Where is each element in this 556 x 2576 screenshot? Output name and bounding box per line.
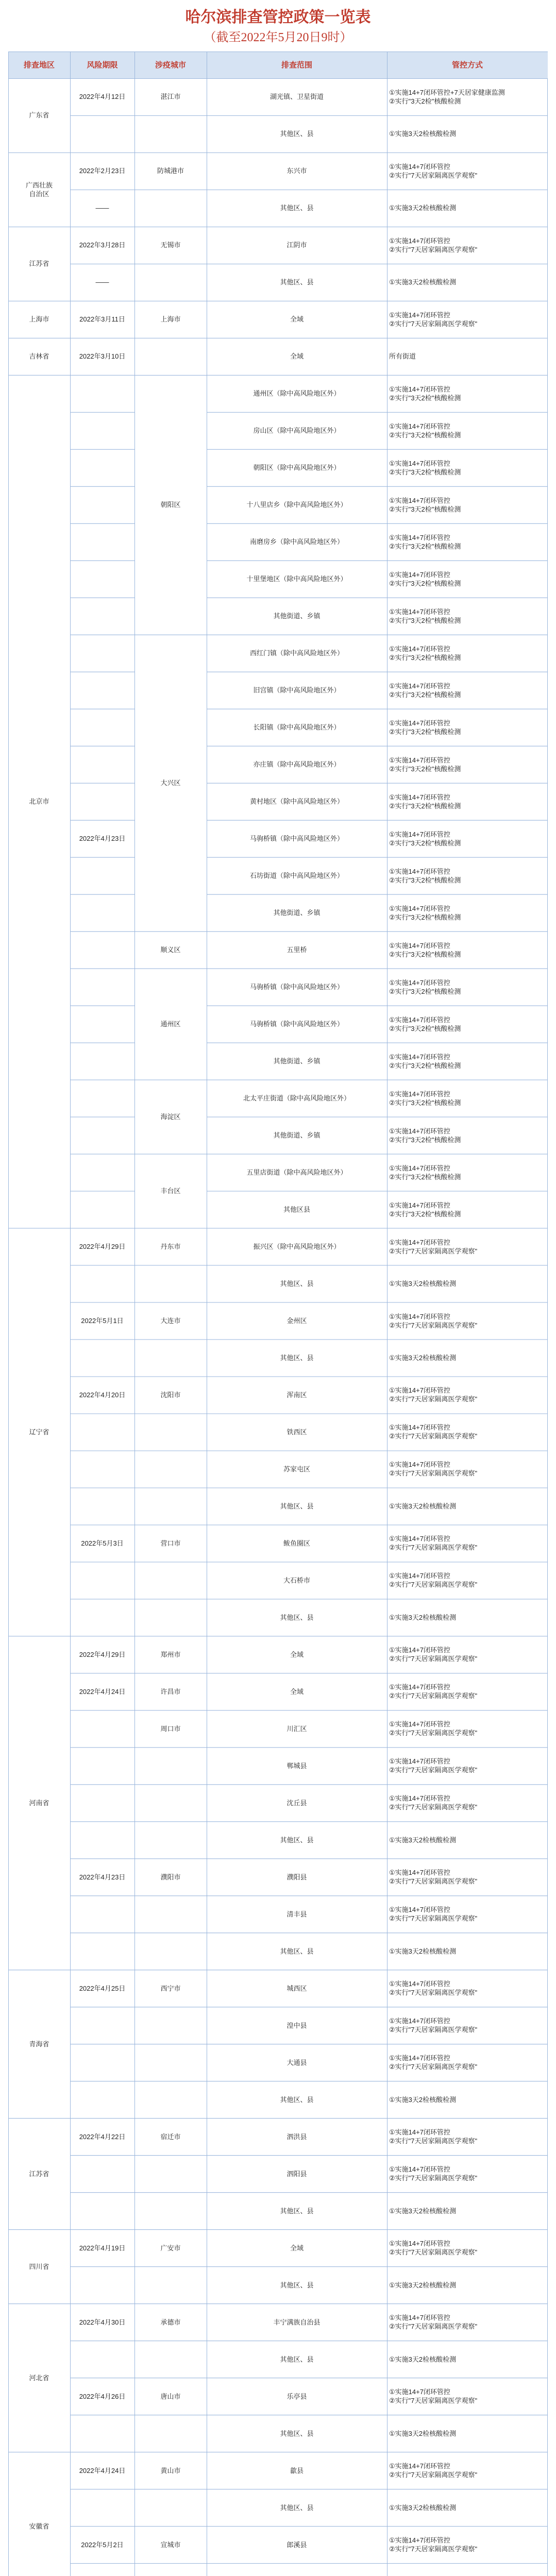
city-cell: 濮阳市 [160, 1873, 181, 1881]
scope-cell: 西红门镇（除中高风险地区外） [249, 649, 344, 657]
risk-date-cell [70, 2081, 134, 2118]
measure-cell: ①实施3天2检核酸检测 [389, 2095, 457, 2104]
province-cell: 河北省 [29, 2374, 49, 2382]
scope-cell: 其他区、县 [280, 2095, 314, 2104]
risk-date-cell: 2022年2月23日 [79, 167, 126, 175]
risk-date-cell [70, 1340, 134, 1377]
scope-cell: 金州区 [287, 1317, 307, 1325]
risk-date-cell: 2022年4月12日 [79, 93, 126, 101]
risk-date-cell [70, 1487, 134, 1524]
risk-date-cell [70, 2007, 134, 2044]
risk-date-cell [70, 1117, 134, 1154]
column-header: 涉疫城市 [155, 60, 186, 70]
measure-cell: ①实施14+7闭环管控 ②实行"3天2检"核酸检测 [389, 756, 461, 773]
scope-cell: 其他街道、乡镇 [273, 909, 321, 917]
city-cell [134, 2266, 207, 2303]
risk-date-cell [70, 2415, 134, 2452]
scope-cell: 长阳镇（除中高风险地区外） [253, 723, 341, 732]
city-cell [134, 2081, 207, 2118]
scope-cell: 其他区、县 [280, 1947, 314, 1955]
province-cell: 广东省 [29, 111, 49, 120]
measure-cell: ①实施14+7闭环管控 ②实行"7天居家隔离医学观察" [389, 1312, 478, 1329]
measure-cell: ①实施3天2检核酸检测 [389, 1354, 457, 1362]
city-cell [134, 2044, 207, 2081]
city-cell [134, 2489, 207, 2526]
scope-cell: 五里桥 [287, 946, 307, 954]
city-cell [134, 115, 207, 152]
scope-cell: 其他区、县 [280, 1280, 314, 1288]
measure-cell: ①实施14+7闭环管控 ②实行"3天2检"核酸检测 [389, 1090, 461, 1107]
measure-cell: ①实施14+7闭环管控 ②实行"7天居家隔离医学观察" [389, 1572, 478, 1589]
scope-cell: 十八里店乡（除中高风险地区外） [246, 501, 347, 509]
risk-date-cell [70, 1933, 134, 1970]
measure-cell: ①实施14+7闭环管控 ②实行"7天居家隔离医学观察" [389, 1980, 478, 1997]
risk-date-cell: 2022年4月25日 [79, 1984, 126, 1992]
measure-cell: ①实施3天2检核酸检测 [389, 1502, 457, 1510]
risk-date-cell [70, 894, 134, 931]
risk-date-cell [70, 2192, 134, 2229]
measure-cell: ①实施14+7闭环管控 ②实行"7天居家隔离医学观察" [389, 1461, 478, 1478]
risk-date-cell [70, 2489, 134, 2526]
measure-cell: ①实施14+7闭环管控 ②实行"3天2检"核酸检测 [389, 1053, 461, 1070]
city-cell: 防城港市 [157, 167, 184, 175]
scope-cell: 丰宁满族自治县 [273, 2318, 321, 2326]
measure-cell: ①实施14+7闭环管控 ②实行"7天居家隔离医学观察" [389, 2388, 478, 2405]
scope-cell: 五里店街道（除中高风险地区外） [246, 1168, 347, 1177]
risk-date-cell: 2022年3月11日 [79, 315, 125, 324]
scope-cell: 鲅鱼圈区 [283, 1539, 310, 1547]
city-cell [134, 190, 207, 227]
city-cell [134, 1933, 207, 1970]
city-cell: 上海市 [160, 315, 181, 324]
scope-cell: 北太平庄街道（除中高风险地区外） [243, 1094, 350, 1103]
measure-cell: ①实施14+7闭环管控 ②实行"3天2检"核酸检测 [389, 1015, 461, 1032]
risk-date-cell: 2022年4月26日 [79, 2392, 126, 2400]
scope-cell: 浑南区 [287, 1391, 307, 1399]
measure-cell: ①实施14+7闭环管控 ②实行"3天2检"核酸检测 [389, 830, 461, 847]
risk-date-cell [70, 1599, 134, 1636]
risk-date-cell: 2022年4月19日 [79, 2244, 126, 2252]
measure-cell: ①实施3天2检核酸检测 [389, 2503, 457, 2512]
scope-cell: 沈丘县 [287, 1799, 307, 1807]
scope-cell: 其他区、县 [280, 204, 314, 212]
scope-cell: 郎溪县 [287, 2540, 307, 2549]
scope-cell: 旧宫镇（除中高风险地区外） [253, 686, 341, 694]
risk-date-cell [70, 2563, 134, 2576]
risk-date-cell [70, 1265, 134, 1302]
scope-cell: 马驹桥镇（除中高风险地区外） [249, 835, 344, 843]
city-cell [134, 1562, 207, 1599]
measure-cell: ①实施14+7闭环管控 ②实行"3天2检"核酸检测 [389, 867, 461, 884]
risk-date-cell [70, 1414, 134, 1451]
risk-date-cell: 2022年4月29日 [79, 1650, 126, 1658]
scope-cell: 南磨房乡（除中高风险地区外） [249, 538, 344, 546]
measure-cell: ①实施14+7闭环管控 ②实行"7天居家隔离医学观察" [389, 1683, 478, 1700]
scope-cell: 房山区（除中高风险地区外） [253, 427, 341, 435]
risk-date-cell [70, 2341, 134, 2378]
scope-cell: 泗阳县 [287, 2170, 307, 2178]
province-cell: 安徽省 [29, 2522, 49, 2530]
risk-date-cell [70, 709, 134, 746]
scope-cell: 清丰县 [287, 1910, 307, 1918]
city-cell: 宣城市 [160, 2540, 181, 2549]
measure-cell: ①实施3天2检核酸检测 [389, 1280, 457, 1288]
scope-cell: 其他区、县 [280, 2281, 314, 2289]
measure-cell: ①实施14+7闭环管控 ②实行"3天2检"核酸检测 [389, 682, 461, 699]
scope-cell: 其他区、县 [280, 2355, 314, 2363]
city-cell [134, 1599, 207, 1636]
scope-cell: 其他区县 [283, 1206, 310, 1214]
risk-date-cell [70, 375, 134, 412]
risk-date-cell [70, 635, 134, 672]
city-cell [134, 2192, 207, 2229]
scope-cell: 石坊街道（除中高风险地区外） [249, 872, 344, 880]
risk-date-cell [70, 1710, 134, 1747]
measure-cell: ①实施3天2检核酸检测 [389, 2355, 457, 2363]
scope-cell: 其他街道、乡镇 [273, 612, 321, 620]
scope-cell: 郸城县 [287, 1761, 307, 1770]
city-cell: 承德市 [160, 2318, 181, 2326]
scope-cell: 泗洪县 [287, 2132, 307, 2141]
scope-cell: 湟中县 [287, 2021, 307, 2029]
province-cell: 广西壮族 自治区 [25, 181, 53, 198]
scope-cell: 歙县 [290, 2466, 304, 2475]
scope-cell: 十里堡地区（除中高风险地区外） [246, 575, 347, 583]
measure-cell: ①实施3天2检核酸检测 [389, 2429, 457, 2437]
scope-cell: 全域 [290, 315, 304, 324]
risk-date-cell [70, 969, 134, 1006]
risk-date-cell: 2022年4月24日 [79, 1687, 126, 1696]
scope-cell: 大石桥市 [283, 1576, 310, 1584]
measure-cell: ①实施14+7闭环管控 ②实行"7天居家隔离医学观察" [389, 1535, 478, 1552]
measure-cell: ①实施14+7闭环管控 ②实行"7天居家隔离医学观察" [389, 2165, 478, 2182]
city-cell [134, 1487, 207, 1524]
measure-cell: ①实施14+7闭环管控 ②实行"7天居家隔离医学观察" [389, 1720, 478, 1737]
risk-date-cell [70, 1784, 134, 1821]
scope-cell: 乐亭县 [287, 2392, 307, 2400]
measure-cell: ①实施14+7闭环管控 ②实行"3天2检"核酸检测 [389, 533, 461, 550]
measure-cell: ①实施14+7闭环管控+7天居家健康监测 ②实行"3天2检"核酸检测 [389, 88, 505, 105]
measure-cell: ①实施14+7闭环管控 ②实行"7天居家隔离医学观察" [389, 2536, 478, 2553]
risk-date-cell: 2022年4月20日 [79, 1391, 126, 1399]
measure-cell: ①实施14+7闭环管控 ②实行"7天居家隔离医学观察" [389, 1757, 478, 1774]
risk-date-cell [70, 746, 134, 783]
scope-cell: 江阴市 [287, 241, 307, 249]
measure-cell: ①实施14+7闭环管控 ②实行"3天2检"核酸检测 [389, 422, 461, 439]
risk-date-cell: —— [95, 204, 109, 212]
district-cell: 丰台区 [160, 1187, 181, 1195]
risk-date-cell: 2022年5月1日 [81, 1317, 124, 1325]
district-cell: 朝阳区 [160, 501, 181, 509]
measure-cell: 所有街道 [389, 352, 416, 361]
measure-cell: ①实施3天2检核酸检测 [389, 2207, 457, 2215]
risk-date-cell [70, 1006, 134, 1043]
measure-cell: ①实施3天2检核酸检测 [389, 130, 457, 138]
measure-cell: ①实施14+7闭环管控 ②实行"7天居家隔离医学观察" [389, 1386, 478, 1403]
scope-cell: 其他区、县 [280, 1502, 314, 1510]
measure-cell: ①实施14+7闭环管控 ②实行"3天2检"核酸检测 [389, 496, 461, 513]
risk-date-cell [70, 2044, 134, 2081]
measure-cell: ①实施14+7闭环管控 ②实行"7天居家隔离医学观察" [389, 2462, 478, 2479]
risk-date-cell [70, 1895, 134, 1933]
district-cell: 大兴区 [160, 779, 181, 787]
measure-cell: ①实施14+7闭环管控 ②实行"7天居家隔离医学观察" [389, 1423, 478, 1440]
scope-cell: 全域 [290, 352, 304, 361]
column-header: 风险期限 [87, 60, 118, 70]
risk-date-cell [70, 598, 134, 635]
column-header: 排查地区 [23, 60, 55, 70]
city-cell [134, 2341, 207, 2378]
scope-cell: 苏家屯区 [283, 1465, 310, 1473]
scope-cell: 全域 [290, 1650, 304, 1658]
scope-cell: 通州区（除中高风险地区外） [253, 389, 341, 398]
city-cell: 周口市 [160, 1724, 181, 1733]
measure-cell: ①实施14+7闭环管控 ②实行"3天2检"核酸检测 [389, 793, 461, 810]
province-cell: 河南省 [29, 1799, 49, 1807]
scope-cell: 东兴市 [287, 167, 307, 175]
measure-cell: ①实施14+7闭环管控 ②实行"7天居家隔离医学观察" [389, 1906, 478, 1923]
risk-date-cell [70, 1191, 134, 1228]
scope-cell: 朝阳区（除中高风险地区外） [253, 464, 341, 472]
measure-cell: ①实施14+7闭环管控 ②实行"3天2检"核酸检测 [389, 1127, 461, 1144]
city-cell [134, 1414, 207, 1451]
measure-cell: ①实施3天2检核酸检测 [389, 204, 457, 212]
scope-cell [207, 2563, 387, 2576]
scope-cell: 其他区、县 [280, 2207, 314, 2215]
scope-cell: 其他区、县 [280, 1836, 314, 1844]
risk-date-cell [70, 523, 134, 561]
scope-cell: 城西区 [287, 1984, 307, 1992]
risk-date-cell [70, 857, 134, 894]
measure-cell: ①实施14+7闭环管控 ②实行"3天2检"核酸检测 [389, 719, 461, 736]
measure-cell: ①实施3天2检核酸检测 [389, 278, 457, 286]
city-cell [134, 2415, 207, 2452]
scope-cell: 其他区、县 [280, 1354, 314, 1362]
city-cell [134, 2007, 207, 2044]
city-cell: 丹东市 [160, 1243, 181, 1251]
city-cell: 西宁市 [160, 1984, 181, 1992]
measure-cell: ①实施14+7闭环管控 ②实行"7天居家隔离医学观察" [389, 1794, 478, 1811]
province-cell: 江苏省 [29, 2170, 49, 2178]
province-cell: 青海省 [29, 2040, 49, 2048]
risk-date-cell [70, 1080, 134, 1117]
risk-date-cell [70, 2155, 134, 2192]
risk-date-cell [70, 1562, 134, 1599]
measure-cell: ①实施14+7闭环管控 ②实行"3天2检"核酸检测 [389, 607, 461, 624]
measure-cell: ①实施14+7闭环管控 ②实行"7天居家隔离医学观察" [389, 311, 478, 328]
scope-cell: 其他街道、乡镇 [273, 1057, 321, 1065]
risk-date-cell: 2022年4月22日 [79, 2132, 126, 2141]
risk-date-cell: 2022年4月23日 [79, 1873, 126, 1881]
city-cell: 黄山市 [160, 2466, 181, 2475]
city-cell [134, 338, 207, 375]
district-cell: 顺义区 [160, 946, 181, 954]
risk-date-cell: 2022年3月28日 [79, 241, 126, 249]
scope-cell: 其他区、县 [280, 2503, 314, 2512]
measure-cell: ①实施14+7闭环管控 ②实行"7天居家隔离医学观察" [389, 1869, 478, 1886]
measure-cell: ①实施14+7闭环管控 ②实行"3天2检"核酸检测 [389, 978, 461, 995]
city-cell [134, 264, 207, 301]
city-cell [134, 1340, 207, 1377]
risk-date-cell: 2022年4月24日 [79, 2466, 126, 2475]
scope-cell: 川汇区 [287, 1724, 307, 1733]
risk-date-cell: 2022年3月10日 [79, 352, 126, 361]
risk-date-cell [70, 1747, 134, 1784]
city-cell [134, 1895, 207, 1933]
risk-date-cell: 2022年4月30日 [79, 2318, 126, 2326]
measure-cell: ①实施3天2检核酸检测 [389, 1947, 457, 1955]
scope-cell: 其他区、县 [280, 278, 314, 286]
risk-date-cell [70, 1154, 134, 1191]
measure-cell: ①实施14+7闭环管控 ②实行"7天居家隔离医学观察" [389, 2128, 478, 2145]
measure-cell: ①实施14+7闭环管控 ②实行"7天居家隔离医学观察" [389, 1238, 478, 1255]
scope-cell: 其他区、县 [280, 2429, 314, 2437]
measure-cell: ①实施14+7闭环管控 ②实行"7天居家隔离医学观察" [389, 236, 478, 253]
scope-cell: 全域 [290, 2244, 304, 2252]
page-subtitle: （截至2022年5月20日9时） [204, 31, 352, 44]
main-table [8, 52, 548, 2576]
province-cell: 江苏省 [29, 260, 49, 268]
measure-cell: ①实施14+7闭环管控 ②实行"7天居家隔离医学观察" [389, 1646, 478, 1663]
risk-date-cell [70, 486, 134, 523]
city-cell [134, 1450, 207, 1487]
risk-date-cell [70, 1043, 134, 1080]
measure-cell: ①实施14+7闭环管控 ②实行"7天居家隔离医学观察" [389, 2017, 478, 2034]
measure-cell: ①实施3天2检核酸检测 [389, 1836, 457, 1844]
scope-cell: 马驹桥镇（除中高风险地区外） [249, 983, 344, 991]
column-header: 管控方式 [451, 60, 483, 70]
province-cell: 北京市 [29, 798, 49, 806]
measure-cell: ①实施14+7闭环管控 ②实行"7天居家隔离医学观察" [389, 2314, 478, 2331]
measure-cell: ①实施14+7闭环管控 ②实行"3天2检"核酸检测 [389, 1164, 461, 1181]
city-cell: 许昌市 [160, 1687, 181, 1696]
city-cell: 湛江市 [160, 93, 181, 101]
measure-cell: ①实施14+7闭环管控 ②实行"7天居家隔离医学观察" [389, 2054, 478, 2071]
measure-cell: ①实施14+7闭环管控 ②实行"7天居家隔离医学观察" [389, 2240, 478, 2257]
measure-cell: ①实施14+7闭环管控 ②实行"3天2检"核酸检测 [389, 645, 461, 662]
city-cell: 郑州市 [160, 1650, 181, 1658]
district-cell: 通州区 [160, 1020, 181, 1028]
city-cell [134, 2155, 207, 2192]
province-cell: 上海市 [29, 315, 49, 324]
measure-cell: ①实施14+7闭环管控 ②实行"7天居家隔离医学观察" [389, 162, 478, 179]
risk-date-cell: 2022年4月23日 [79, 835, 126, 843]
measure-cell: ①实施14+7闭环管控 ②实行"3天2检"核酸检测 [389, 385, 461, 402]
risk-date-cell [70, 1450, 134, 1487]
risk-date-cell [70, 783, 134, 820]
city-cell: 大连市 [160, 1317, 181, 1325]
scope-cell: 其他街道、乡镇 [273, 1131, 321, 1140]
scope-cell: 马驹桥镇（除中高风险地区外） [249, 1020, 344, 1028]
city-cell: 宿迁市 [160, 2132, 181, 2141]
risk-date-cell [70, 931, 134, 969]
scope-cell: 全域 [290, 1687, 304, 1696]
city-cell: 唐山市 [160, 2392, 181, 2400]
scope-cell: 濮阳县 [287, 1873, 307, 1881]
scope-cell: 振兴区（除中高风险地区外） [253, 1243, 341, 1251]
risk-date-cell [70, 561, 134, 598]
measure-cell: ①实施14+7闭环管控 ②实行"3天2检"核酸检测 [389, 459, 461, 476]
measure-cell: ①实施3天2检核酸检测 [389, 2281, 457, 2289]
scope-cell: 其他区、县 [280, 130, 314, 138]
province-cell: 辽宁省 [29, 1428, 49, 1436]
scope-cell: 亦庄镇（除中高风险地区外） [253, 760, 341, 769]
scope-cell: 黄村地区（除中高风险地区外） [249, 798, 344, 806]
city-cell [134, 1821, 207, 1858]
city-cell: 广安市 [160, 2244, 181, 2252]
measure-cell: ①实施3天2检核酸检测 [389, 1613, 457, 1621]
province-cell: 四川省 [29, 2262, 49, 2270]
city-cell [134, 1747, 207, 1784]
scope-cell: 大通县 [287, 2058, 307, 2066]
scope-cell: 铁西区 [287, 1428, 307, 1436]
column-header: 排查范围 [281, 60, 312, 70]
risk-date-cell: 2022年5月3日 [81, 1539, 124, 1547]
measure-cell: ①实施14+7闭环管控 ②实行"3天2检"核酸检测 [389, 1201, 461, 1218]
city-cell [134, 1265, 207, 1302]
measure-cell: ①实施14+7闭环管控 ②实行"3天2检"核酸检测 [389, 941, 461, 958]
scope-cell: 湖光镇、卫星街道 [269, 93, 324, 101]
risk-date-cell: —— [95, 278, 109, 286]
city-cell: 营口市 [160, 1539, 181, 1547]
province-cell: 吉林省 [29, 352, 49, 361]
city-cell: 沈阳市 [160, 1391, 181, 1399]
risk-date-cell [70, 412, 134, 449]
risk-date-cell: 2022年4月29日 [79, 1243, 126, 1251]
city-cell: 无锡市 [160, 241, 181, 249]
city-cell [134, 1784, 207, 1821]
risk-date-cell [70, 115, 134, 152]
risk-date-cell: 2022年5月2日 [81, 2540, 124, 2549]
measure-cell [387, 2563, 547, 2576]
risk-date-cell [70, 672, 134, 709]
scope-cell: 其他区、县 [280, 1613, 314, 1621]
measure-cell: ①实施14+7闭环管控 ②实行"3天2检"核酸检测 [389, 570, 461, 587]
district-cell: 海淀区 [160, 1113, 181, 1121]
page-title: 哈尔滨排查管控政策一览表 [185, 9, 371, 26]
risk-date-cell [70, 1821, 134, 1858]
risk-date-cell [70, 2266, 134, 2303]
city-cell [134, 2563, 207, 2576]
measure-cell: ①实施14+7闭环管控 ②实行"3天2检"核酸检测 [389, 904, 461, 921]
risk-date-cell [70, 449, 134, 486]
